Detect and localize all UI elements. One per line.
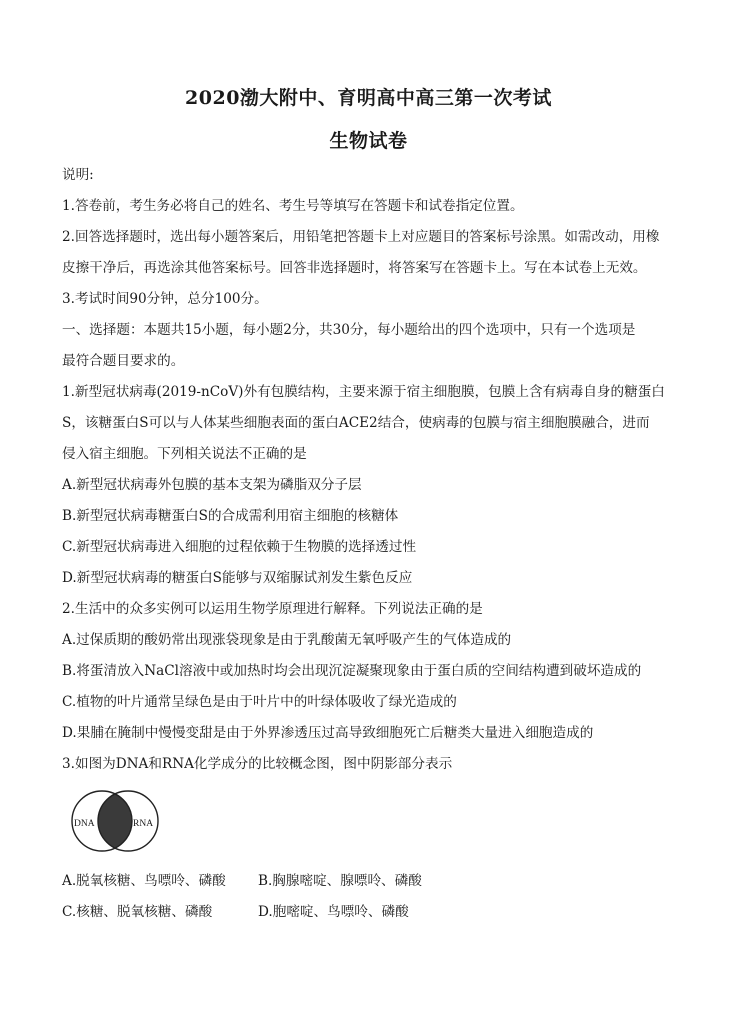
question-3-option-d: D.胞嘧啶、鸟嘌呤、磷酸 — [258, 904, 409, 920]
exam-title: 2020渤大附中、育明高中高三第一次考试 — [185, 87, 552, 109]
venn-left-label: DNA — [74, 819, 95, 829]
instruction-item-2-line-2: 皮擦干净后，再选涂其他答案标号。回答非选择题时，将答案写在答题卡上。写在本试卷上无效。 — [62, 260, 647, 276]
question-2-option-a: A.过保质期的酸奶常出现涨袋现象是由于乳酸菌无氧呼吸产生的气体造成的 — [62, 632, 512, 648]
section-heading-line-2: 最符合题目要求的。 — [62, 353, 185, 369]
question-1-option-c: C.新型冠状病毒进入细胞的过程依赖于生物膜的选择透过性 — [62, 539, 417, 555]
question-2-option-b: B.将蛋清放入NaCl溶液中或加热时均会出现沉淀凝聚现象由于蛋白质的空间结构遭到破坏造成的 — [62, 663, 642, 679]
question-1-option-d: D.新型冠状病毒的糖蛋白S能够与双缩脲试剂发生紫色反应 — [62, 570, 413, 586]
question-3-stem: 3.如图为DNA和RNA化学成分的比较概念图，图中阴影部分表示 — [62, 756, 453, 772]
section-heading-line-1: 一、选择题：本题共15小题，每小题2分，共30分，每小题给出的四个选项中，只有一个选项是 — [62, 322, 636, 338]
question-1-stem-line-1: 1.新型冠状病毒(2019-nCoV)外有包膜结构，主要来源于宿主细胞膜，包膜上含有病毒自身的糖蛋白 — [62, 384, 665, 400]
venn-right-label: RNA — [133, 819, 154, 829]
question-2-option-c: C.植物的叶片通常呈绿色是由于叶片中的叶绿体吸收了绿光造成的 — [62, 694, 457, 710]
instructions-heading: 说明: — [62, 167, 94, 183]
instruction-item-3: 3.考试时间90分钟，总分100分。 — [62, 291, 268, 307]
question-3-option-b: B.胸腺嘧啶、腺嘌呤、磷酸 — [258, 873, 422, 889]
question-2-option-d: D.果脯在腌制中慢慢变甜是由于外界渗透压过高导致细胞死亡后糖类大量进入细胞造成的 — [62, 725, 594, 741]
question-3-options-row-1 — [62, 872, 422, 890]
exam-subtitle: 生物试卷 — [329, 130, 408, 152]
question-1-stem-line-2: S，该糖蛋白S可以与人体某些细胞表面的蛋白ACE2结合，使病毒的包膜与宿主细胞膜融合，进而 — [62, 415, 650, 431]
question-2-stem: 2.生活中的众多实例可以运用生物学原理进行解释。下列说法正确的是 — [62, 601, 483, 617]
question-1-option-a: A.新型冠状病毒外包膜的基本支架为磷脂双分子层 — [62, 477, 362, 493]
instruction-item-2-line-1: 2.回答选择题时，选出每小题答案后，用铅笔把答题卡上对应题目的答案标号涂黑。如需改动，用橡 — [62, 229, 660, 245]
question-1-stem-line-3: 侵入宿主细胞。下列相关说法不正确的是 — [62, 446, 307, 462]
question-3-options-row-2 — [62, 903, 409, 921]
question-3-option-a: A.脱氧核糖、鸟嘌呤、磷酸 — [62, 873, 226, 889]
instruction-item-1: 1.答卷前，考生务必将自己的姓名、考生号等填写在答题卡和试卷指定位置。 — [62, 198, 524, 214]
question-1-option-b: B.新型冠状病毒糖蛋白S的合成需利用宿主细胞的核糖体 — [62, 508, 399, 524]
question-3-option-c: C.核糖、脱氧核糖、磷酸 — [62, 904, 213, 920]
dna-rna-venn-diagram — [64, 784, 166, 858]
